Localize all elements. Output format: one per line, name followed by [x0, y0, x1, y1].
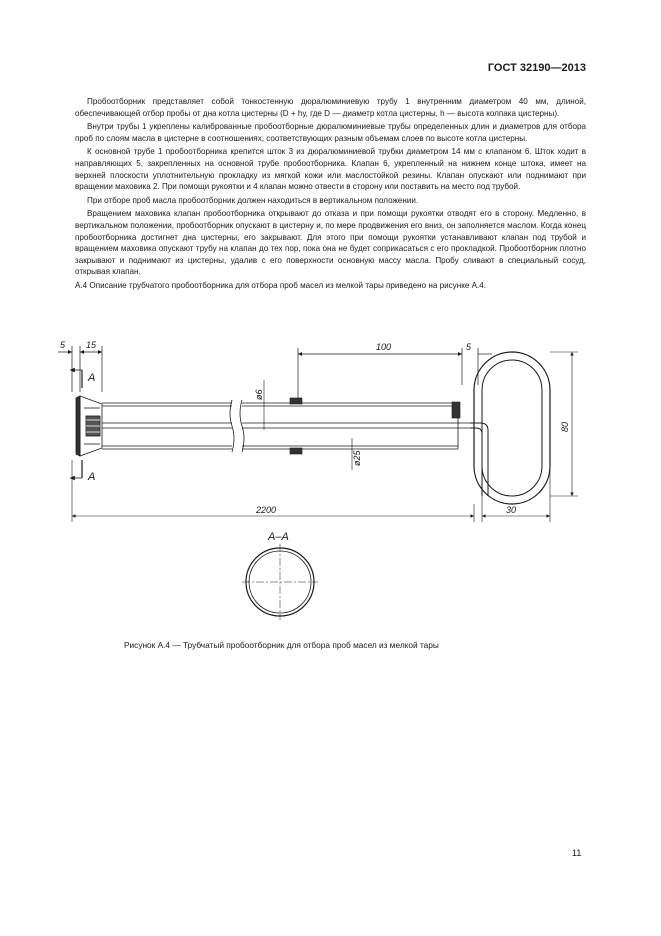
- dimension-phi6: ø6: [254, 389, 264, 400]
- paragraph: Пробоотборник представляет собой тонкостенную дюралюминиевую трубу 1 внутренним диаметром 40 мм, длиной, обеспечивающей отбор пробы от дна котла цистерны (D + hу, где D — диаметр котла цистерны, h — высота колпака цистерны).: [75, 97, 586, 118]
- handle-loop: [470, 352, 550, 504]
- figure-caption: Рисунок А.4 — Трубчатый пробоотборник для отбора проб масел из мелкой тары: [124, 640, 439, 650]
- dimension-30: 30: [506, 505, 517, 515]
- section-view: [242, 544, 318, 620]
- dimension-phi25: ø25: [352, 450, 362, 466]
- page-number: 11: [572, 848, 582, 858]
- standard-header: ГОСТ 32190—2013: [487, 62, 586, 74]
- dimension-5-right: 5: [466, 342, 472, 352]
- bottom-dimensions: [72, 460, 550, 522]
- valve-end: [76, 396, 102, 456]
- section-mark-top: А: [88, 372, 96, 384]
- dimension-100: 100: [376, 342, 392, 352]
- paragraph: К основной трубе 1 пробоотборника крепится шток 3 из дюралюминиевой трубки диаметром 14 мм с клапаном 6. Шток ходит в направляющих 5, закрепленных на основной трубе пробоотборника. Клапан 6, укрепленный на нижнем конце штока, имеет на верхней плоскости уплотнительную прокладку из мягкой кожи или маслостойкой резины. Клапан опускают или поднимают при вращении маховика 2. При помощи рукоятки и 4 клапан можно отвести в сторону или поставить на место под трубой.: [75, 147, 586, 192]
- section-mark-bottom: А: [88, 471, 96, 483]
- tube-right-segment: [240, 400, 470, 452]
- technical-drawing: [0, 330, 661, 630]
- dimension-2200: 2200: [256, 505, 277, 515]
- diameter-annotations: [264, 380, 352, 470]
- paragraph: А.4 Описание трубчатого пробоотборника для отбора проб масел из мелкой тары приведено на рисунке А.4.: [75, 280, 486, 290]
- paragraph: При отборе проб масла пробоотборник должен находиться в вертикальном положении.: [87, 195, 419, 205]
- tube-left-segment: [102, 400, 234, 452]
- dimension-5-left: 5: [60, 340, 66, 350]
- top-dimensions: [58, 346, 492, 392]
- section-label: А–А: [268, 531, 289, 543]
- dimension-80: 80: [560, 421, 570, 432]
- dimension-15: 15: [86, 340, 97, 350]
- body-text: [75, 96, 586, 294]
- paragraph: Вращением маховика клапан пробоотборника открывают до отказа и при помощи рукоятки отводят его в сторону. Медленно, в вертикальном положении, пробоотборник опускают в цистерну и, по мере продвижения его вниз, он заполняется маслом. Когда конец пробоотборника достигнет дна цистерны, его закрывают. Для этого при помощи рукоятки устанавливают клапан под трубой и вращением маховика опускают трубу на клапан до тех пор, пока она не будет соприкасаться с его прокладкой. Пробоотборник плотно закрывают и поднимают из цистерны, удалив с его поверхности основную массу масла. Пробу сливают в специальный сосуд, открывая клапан.: [75, 209, 586, 277]
- paragraph: Внутри трубы 1 укреплены калиброванные пробоотборные дюралюминиевые трубы определенных длин и диаметров для отбора проб по слоям масла в цистерне в соотношениях, соответствующих разным объемам слоев по высоте котла цистерны.: [75, 122, 586, 143]
